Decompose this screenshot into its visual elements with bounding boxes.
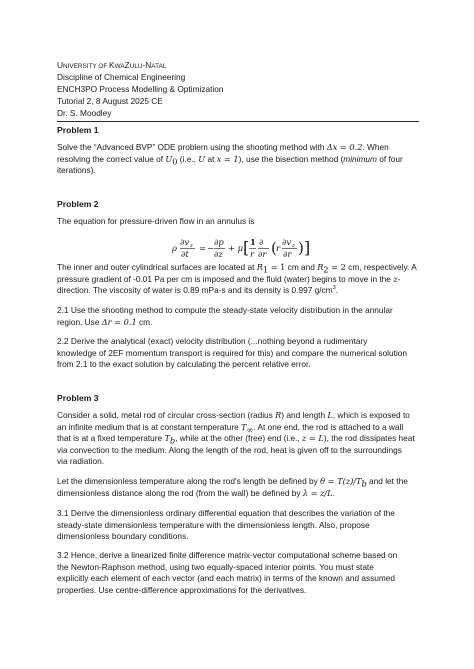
discipline-line: Discipline of Chemical Engineering bbox=[57, 72, 186, 82]
problem3-title: Problem 3 bbox=[57, 393, 99, 403]
svg-text:∂r: ∂r bbox=[283, 249, 292, 259]
course-line: ENCH3PO Process Modelling & Optimization bbox=[57, 84, 224, 94]
svg-text:∂: ∂ bbox=[259, 237, 264, 247]
svg-text:r: r bbox=[250, 249, 255, 259]
question-3-2: 3.2 Hence, derive a linearized finite difference matrix-vector computational scheme based on the Newton-Raphson method, using two equally-spaced interior points. You must state explicitly each element of each vector (and each matrix) in terms of the known and assumed properties. Use centre-difference approximations for the derivatives. bbox=[57, 550, 398, 595]
header-divider bbox=[57, 121, 419, 122]
svg-text:(: ( bbox=[271, 239, 277, 257]
svg-text:∂p: ∂p bbox=[214, 237, 224, 247]
svg-text:]: ] bbox=[304, 238, 311, 257]
problem2-title: Problem 2 bbox=[57, 199, 99, 209]
question-3-1: 3.1 Derive the dimensionless ordinary differential equation that describes the variation of the steady-state dimensionless temperature with the dimensionless length. Also, propose dimensionless boundary conditions. bbox=[57, 508, 395, 542]
svg-text:z: z bbox=[292, 243, 295, 249]
svg-text:[: [ bbox=[243, 238, 250, 257]
problem2-description: The inner and outer cylindrical surfaces are located at $R_1 = 1$ cm and $R_2 = 2$ cm, respectively. A pressure gradient of -0.01 Pa per cm is imposed and the fluid (water) begins to move in the z- direction. The viscosity of water is 0.89 mPa-s and its density is 0.997 $g/cm^3$. bbox=[57, 262, 417, 296]
problem3-description: Consider a solid, metal rod of circular cross-section (radius R) and length L, which is exposed to an infinite medium that is at constant temperature $T_\infty$. At one end, the rod is attached to a wall that is at a fixed temperature $T_b$, while at the other (free) end (i.e., z = L), the rod dissipates heat via convection to the medium. Along the length of the rod, heat is given off to the surroundings via radiation. bbox=[57, 410, 415, 467]
svg-text:∂v: ∂v bbox=[180, 237, 190, 247]
problem2-intro: The equation for pressure-driven flow in an annulus is bbox=[57, 216, 255, 226]
lecturer-line: Dr. S. Moodley bbox=[57, 108, 112, 118]
problem3-definitions: Let the dimensionless temperature along the rod's length be defined by $\theta = T(z)/T_b$ and let the dimensionless distance along the rod (from the wall) be defined by λ = z/L. bbox=[57, 476, 408, 498]
svg-text:=: = bbox=[199, 243, 207, 253]
problem1-title: Problem 1 bbox=[57, 125, 99, 135]
problem1-text: Solve the “Advanced BVP” ODE problem using the shooting method with Δx = 0.2. When resolving the correct value of $U_0$ (i.e., U at x = 1), use the bisection method (minimum of four iterations). bbox=[57, 142, 403, 176]
svg-text:ρ: ρ bbox=[172, 243, 177, 253]
svg-text:+ μ: + μ bbox=[228, 243, 244, 253]
svg-text:∂r: ∂r bbox=[258, 249, 267, 259]
momentum-equation bbox=[170, 233, 320, 263]
university-name: UNIVERSITY OF KWAZULU-NATAL bbox=[57, 60, 167, 70]
question-2-1: 2.1 Use the shooting method to compute the steady-state velocity distribution in the annular region. Use Δr = 0.1 cm. bbox=[57, 305, 393, 327]
svg-text:): ) bbox=[298, 239, 304, 257]
svg-text:r: r bbox=[276, 243, 281, 253]
svg-text:−: − bbox=[207, 243, 215, 253]
question-2-2: 2.2 Derive the analytical (exact) velocity distribution (...nothing beyond a rudimentary knowledge of 2EF momentum transport is required for this) and compare the numerical solution from 2.1 to the exact solution by calculating the percent relative error. bbox=[57, 336, 408, 370]
svg-text:∂v: ∂v bbox=[282, 237, 292, 247]
svg-text:∂z: ∂z bbox=[214, 249, 223, 259]
svg-text:∂t: ∂t bbox=[181, 249, 189, 259]
tutorial-line: Tutorial 2, 8 August 2025 CE bbox=[57, 96, 163, 106]
svg-text:1: 1 bbox=[250, 237, 256, 247]
svg-text:z: z bbox=[190, 243, 193, 249]
